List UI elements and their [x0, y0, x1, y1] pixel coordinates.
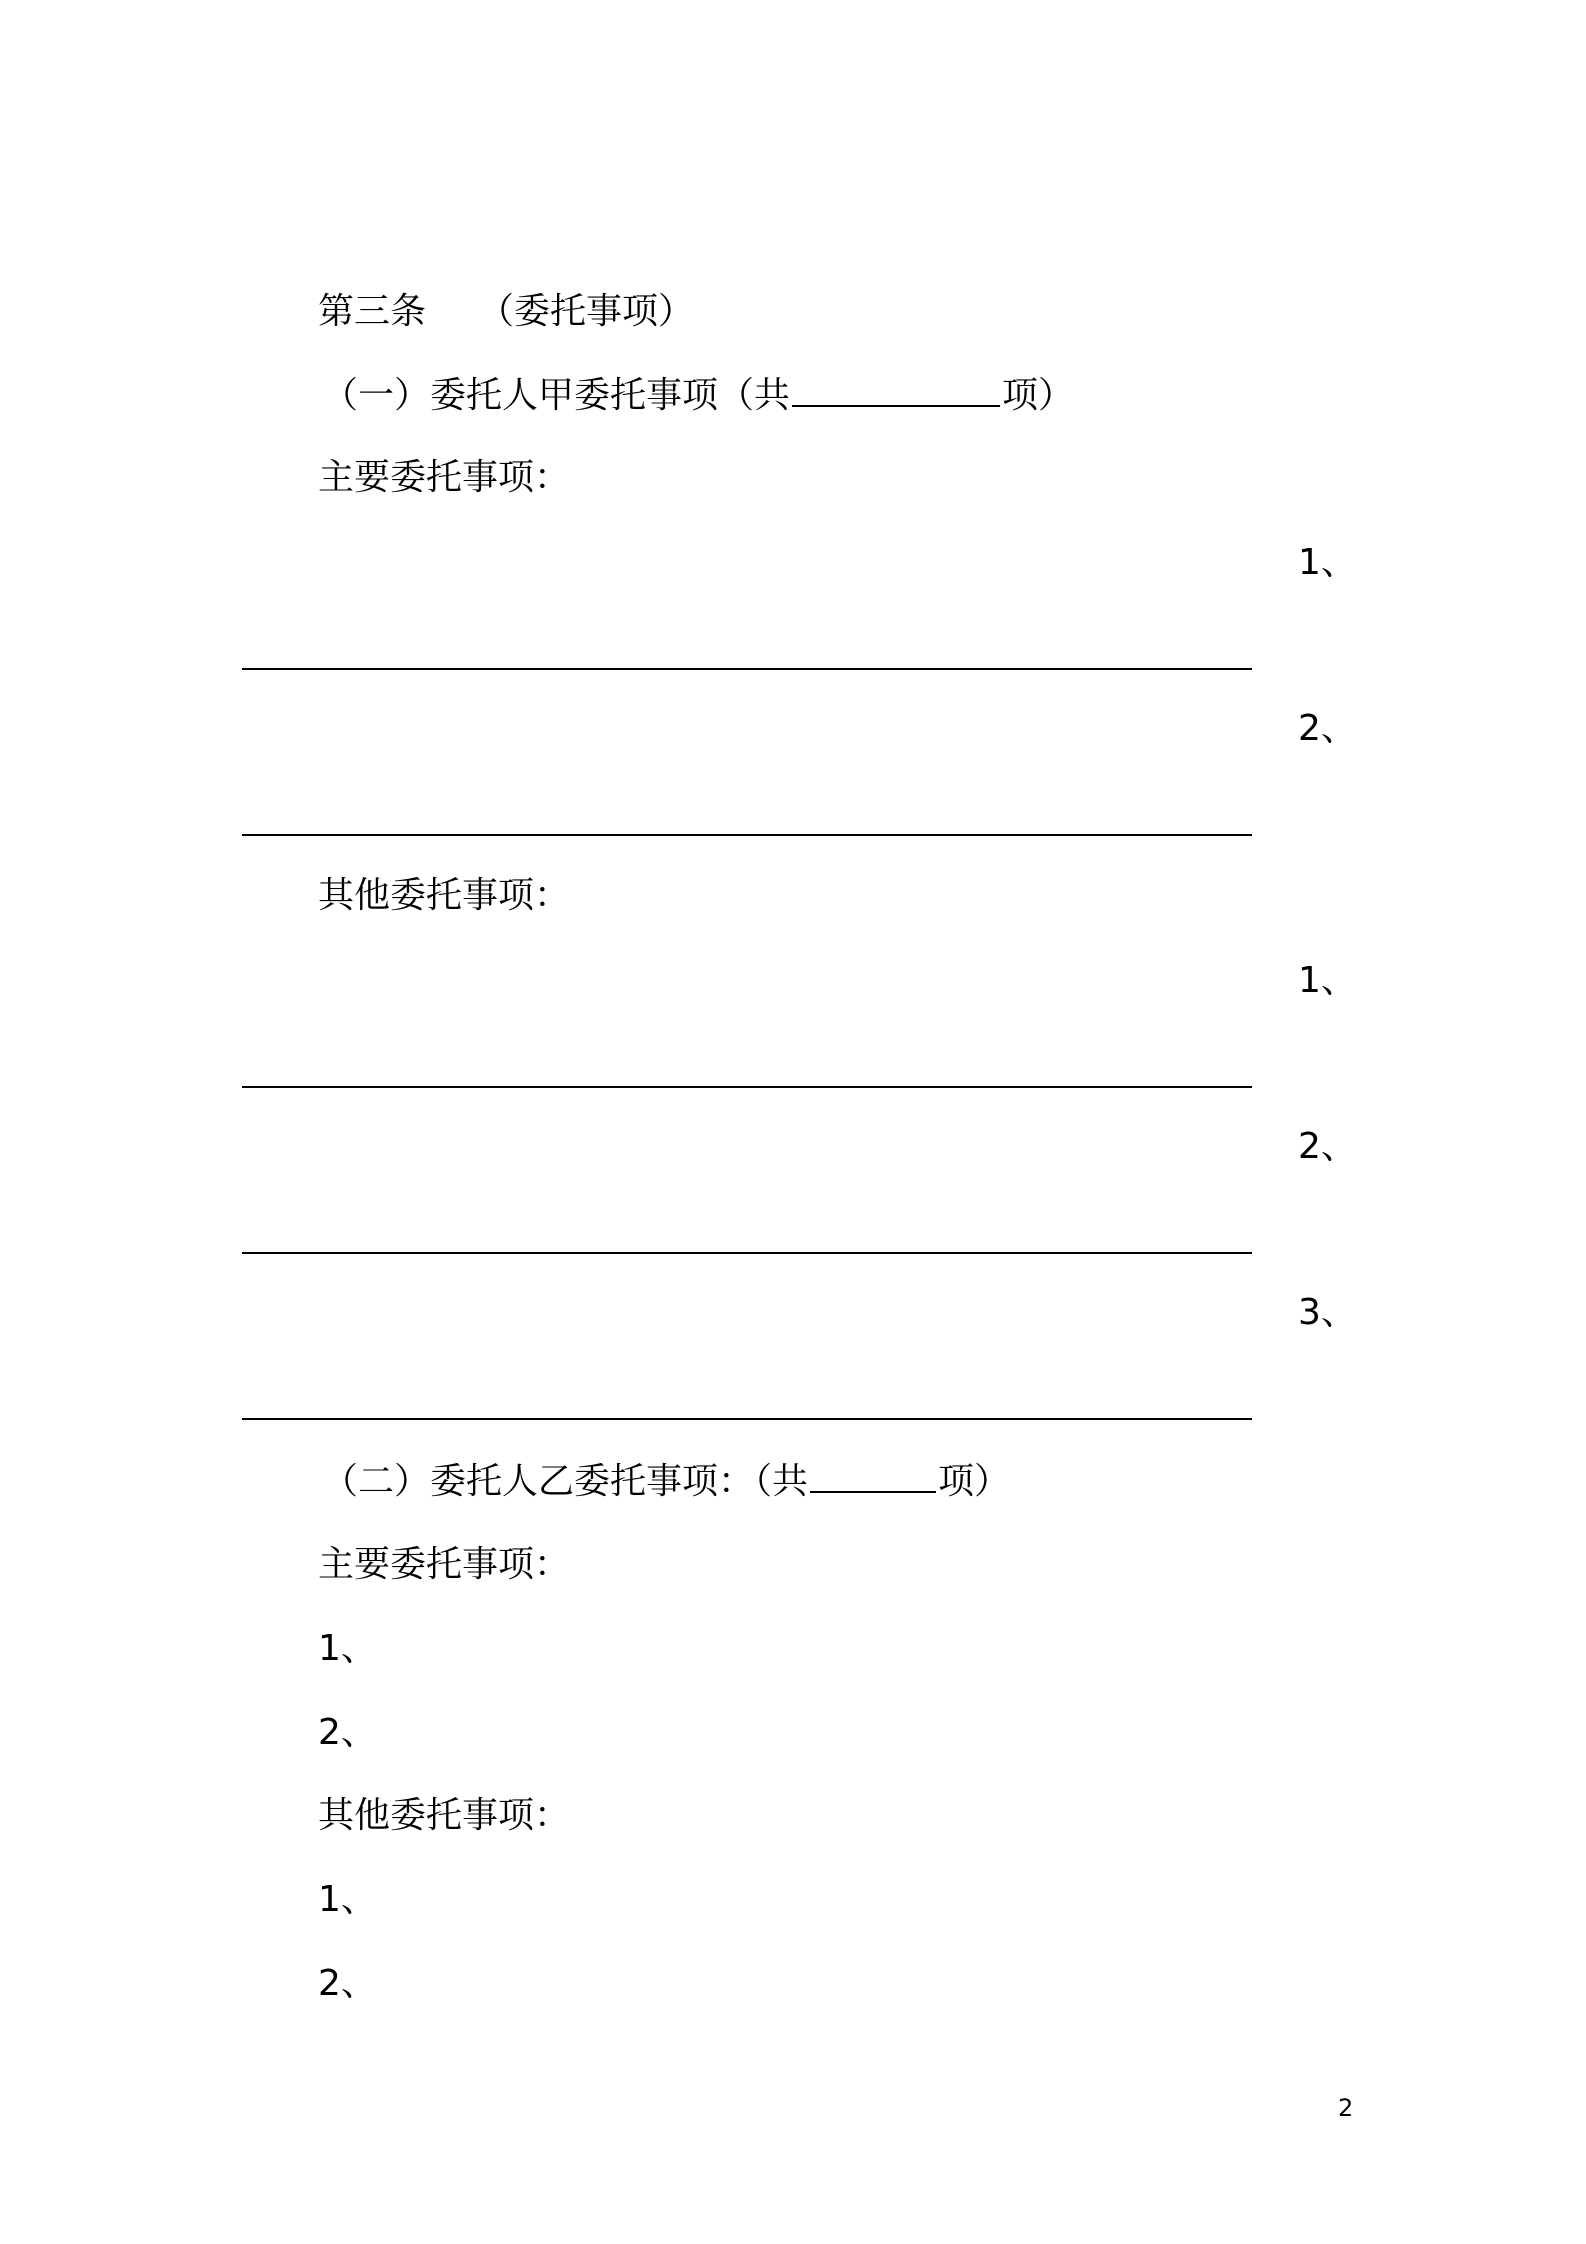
section-one-main-item-number: 2、 — [1298, 708, 1357, 749]
section-one-heading-suffix: 项） — [1002, 375, 1075, 416]
section-one-other-item-fill-line[interactable] — [242, 1086, 1252, 1088]
section-two-other-label: 其他委托事项： — [318, 1795, 571, 1836]
section-one-other-item-fill-line[interactable] — [242, 1418, 1252, 1420]
section-one-other-item-number: 3、 — [1298, 1292, 1357, 1333]
article-title: （委托事项） — [478, 291, 695, 332]
section-one-main-item-fill-line[interactable] — [242, 668, 1252, 670]
article-label: 第三条 — [318, 291, 427, 332]
section-one-heading-prefix: （一）委托人甲委托事项（共 — [322, 375, 791, 416]
section-one-other-item-number: 2、 — [1298, 1126, 1357, 1167]
section-one-main-item-fill-line[interactable] — [242, 834, 1252, 836]
section-one-main-label: 主要委托事项： — [318, 457, 571, 498]
section-one-count-blank[interactable] — [792, 375, 1000, 407]
section-one-other-item-fill-line[interactable] — [242, 1252, 1252, 1254]
section-two-count-blank[interactable] — [810, 1461, 936, 1493]
section-two-main-item: 1、 — [318, 1628, 377, 1669]
section-two-heading-prefix: （二）委托人乙委托事项：（共 — [322, 1461, 809, 1502]
section-one-heading — [322, 374, 1074, 418]
section-two-other-item: 1、 — [318, 1879, 377, 1920]
section-two-heading — [322, 1460, 1010, 1504]
section-two-main-item: 2、 — [318, 1712, 377, 1753]
section-one-main-item-number: 1、 — [1298, 542, 1357, 583]
section-two-main-label: 主要委托事项： — [318, 1544, 571, 1585]
section-two-other-item: 2、 — [318, 1963, 377, 2004]
section-two-heading-suffix: 项） — [938, 1461, 1011, 1502]
section-one-other-item-number: 1、 — [1298, 960, 1357, 1001]
section-one-other-label: 其他委托事项： — [318, 875, 571, 916]
page-number: 2 — [1338, 2094, 1354, 2122]
